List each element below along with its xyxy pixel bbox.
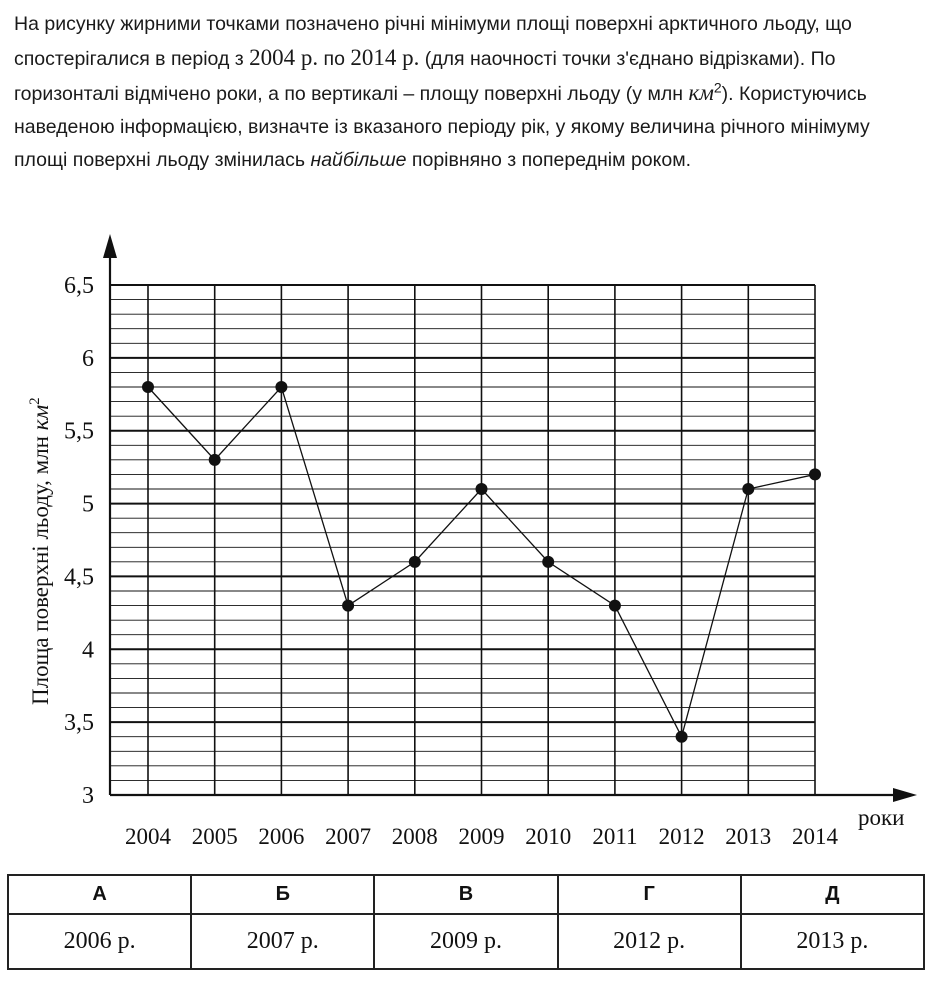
data-point-2007	[342, 600, 354, 612]
problem-part-4: ). Користуючись наведеною інформацією, визначте із вказаного періоду рік, у якому величина річного мінімуму площі поверхні льоду змінилась	[14, 83, 870, 171]
data-point-2012	[676, 731, 688, 743]
problem-part-5: порівняно з попереднім роком.	[406, 149, 692, 171]
problem-text	[14, 8, 926, 177]
data-point-2010	[542, 556, 554, 568]
x-tick-label: 2014	[792, 824, 838, 849]
data-point-2008	[409, 556, 421, 568]
data-point-2009	[476, 483, 488, 495]
x-tick-label: 2010	[525, 824, 572, 849]
answer-option-b[interactable]: 2007 р.	[191, 914, 374, 969]
problem-year-from: 2004 р.	[249, 45, 319, 70]
vertical-gridlines	[148, 285, 815, 795]
data-point-2014	[809, 468, 821, 480]
y-tick-label: 5	[82, 491, 94, 518]
y-tick-label: 6,5	[64, 273, 94, 299]
answer-letter-h: Г	[558, 875, 741, 914]
x-tick-label: 2012	[658, 824, 705, 849]
x-tick-label: 2007	[325, 824, 372, 849]
data-point-2004	[142, 381, 154, 393]
x-tick-label: 2009	[458, 824, 505, 849]
y-tick-label: 3,5	[64, 710, 94, 737]
problem-part-3: (для наочності точки з'єднано відрізками). По горизонталі відмічено роки, а по вертикалі – площу поверхні льоду (у млн	[14, 48, 836, 105]
data-point-2013	[742, 483, 754, 495]
y-tick-label: 4	[82, 637, 94, 664]
ice-area-line-chart	[0, 222, 940, 862]
x-tick-label: 2013	[725, 824, 772, 849]
y-tick-label: 3	[82, 783, 94, 809]
x-tick-label: 2011	[592, 824, 638, 849]
answer-years-row	[8, 914, 924, 969]
answer-letter-v: В	[374, 875, 557, 914]
answer-option-h[interactable]: 2012 р.	[558, 914, 741, 969]
x-tick-label: 2008	[391, 824, 438, 849]
problem-emphasis: найбільше	[310, 149, 407, 171]
problem-unit: км	[688, 80, 714, 105]
y-axis-arrow	[103, 234, 117, 258]
x-tick-labels	[125, 824, 839, 849]
problem-unit-exponent: 2	[713, 79, 722, 96]
problem-part-2: по	[318, 48, 351, 70]
answer-letter-b: Б	[191, 875, 374, 914]
data-point-2011	[609, 600, 621, 612]
answer-letter-d: Д	[741, 875, 924, 914]
x-axis-label: роки	[858, 805, 905, 830]
y-tick-labels	[64, 273, 94, 809]
answer-option-d[interactable]: 2013 р.	[741, 914, 924, 969]
y-axis-label: Площа поверхні льоду, млн $км^2$	[27, 397, 53, 705]
problem-part-1: На рисунку жирними точками позначено річні мінімуми площі поверхні арктичного льоду, що спостерігалися в період з	[14, 13, 852, 70]
answer-option-v[interactable]: 2009 р.	[374, 914, 557, 969]
answer-option-a[interactable]: 2006 р.	[8, 914, 191, 969]
y-tick-label: 6	[82, 345, 94, 372]
x-tick-label: 2004	[125, 824, 171, 849]
answer-options-table	[7, 874, 925, 970]
answer-letter-a: А	[8, 875, 191, 914]
y-tick-label: 5,5	[64, 418, 94, 445]
x-tick-label: 2006	[258, 824, 305, 849]
x-tick-label: 2005	[191, 824, 238, 849]
problem-year-to: 2014 р.	[350, 45, 420, 70]
minor-gridlines	[110, 300, 815, 781]
x-axis-arrow	[893, 788, 917, 802]
answer-letters-row	[8, 875, 924, 914]
y-tick-label: 4,5	[64, 564, 94, 591]
major-gridlines	[110, 285, 815, 722]
data-point-2005	[209, 454, 221, 466]
data-point-2006	[275, 381, 287, 393]
